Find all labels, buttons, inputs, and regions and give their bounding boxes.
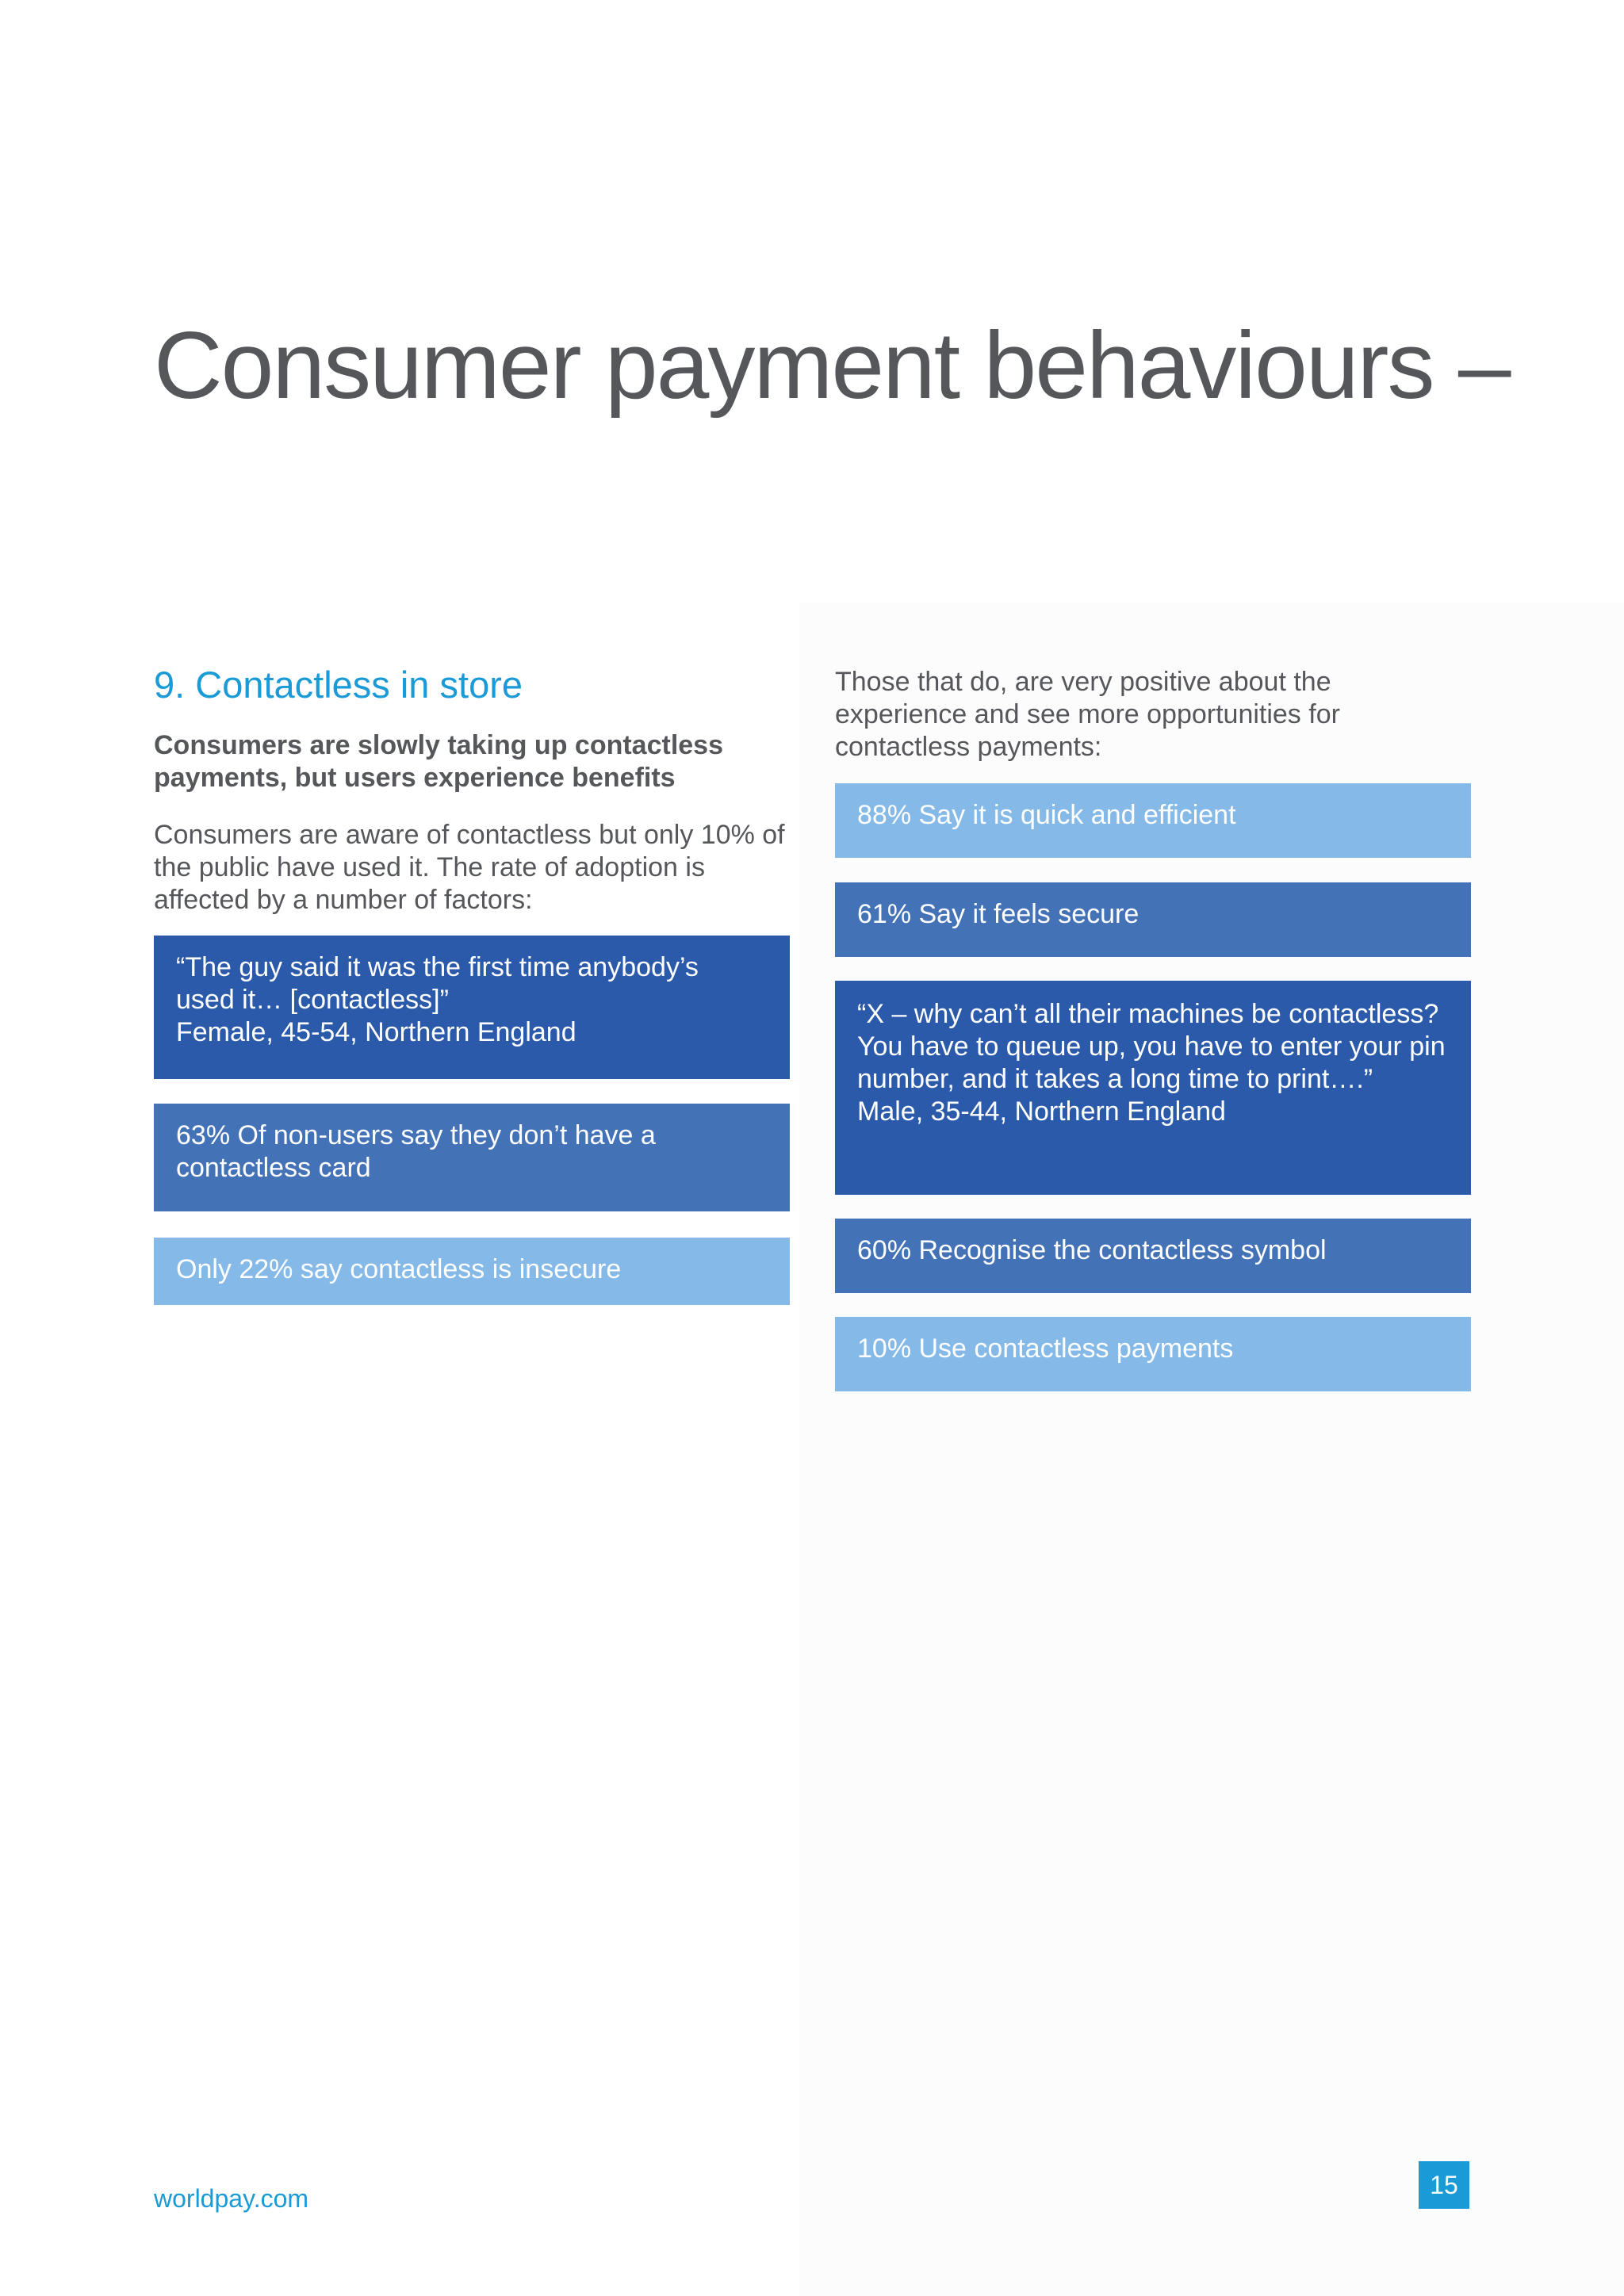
stat-box-no-contactless-card	[154, 1104, 790, 1211]
page-number-badge: 15	[1419, 2161, 1469, 2209]
right-intro-text: Those that do, are very positive about the experience and see more opportunities for contactless payments:	[835, 667, 1340, 762]
stat-box-quick-efficient	[835, 783, 1471, 858]
section-subheading: Consumers are slowly taking up contactless payments, but users experience benefits	[154, 730, 724, 793]
stat-box-recognise-symbol	[835, 1219, 1471, 1293]
footer-website-link[interactable]: worldpay.com	[154, 2184, 309, 2213]
page-title: Consumer payment behaviours –	[154, 312, 1510, 419]
stat-text: 61% Say it feels secure	[857, 899, 1139, 929]
section-body-text: Consumers are aware of contactless but only 10% of the public have used it. The rate of adoption is affected by a number of factors:	[154, 820, 785, 915]
stat-text: 60% Recognise the contactless symbol	[857, 1235, 1327, 1265]
quote-attribution: Female, 45-54, Northern England	[176, 1017, 576, 1047]
stat-text: 63% Of non-users say they don’t have a contactless card	[176, 1120, 656, 1183]
stat-box-use-contactless	[835, 1317, 1471, 1391]
quote-text: “The guy said it was the first time anybody’s used it… [contactless]”	[176, 952, 699, 1015]
stat-text: 10% Use contactless payments	[857, 1334, 1234, 1364]
quote-box-male	[835, 981, 1471, 1195]
quote-box-female	[154, 936, 790, 1079]
stat-text: Only 22% say contactless is insecure	[176, 1254, 622, 1284]
quote-text: “X – why can’t all their machines be contactless? You have to queue up, you have to enter your pin number, and it takes a long time to print….”	[857, 999, 1446, 1094]
quote-attribution: Male, 35-44, Northern England	[857, 1096, 1226, 1127]
stat-box-feels-secure	[835, 882, 1471, 957]
stat-box-insecure	[154, 1238, 790, 1305]
stat-text: 88% Say it is quick and efficient	[857, 800, 1236, 830]
section-heading: 9. Contactless in store	[154, 664, 523, 706]
